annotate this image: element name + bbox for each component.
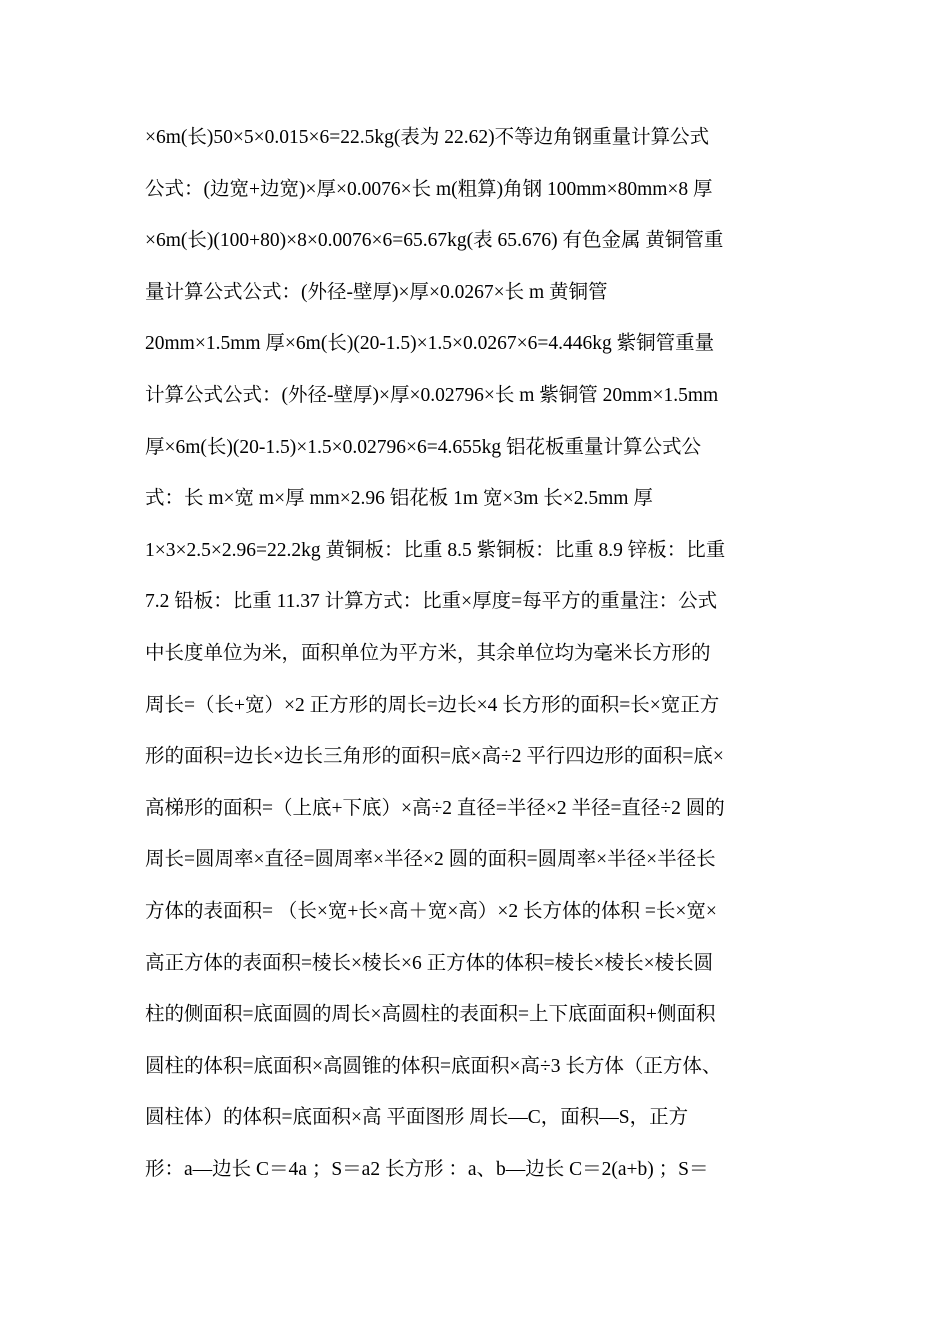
text-line: 7.2 铅板：比重 11.37 计算方式：比重×厚度=每平方的重量注：公式 bbox=[145, 591, 718, 613]
text-line: 高正方体的表面积=棱长×棱长×6 正方体的体积=棱长×棱长×棱长圆 bbox=[145, 952, 714, 974]
text-line: 柱的侧面积=底面圆的周长×高圆柱的表面积=上下底面面积+侧面积 bbox=[145, 1004, 716, 1026]
text-line: 周长=圆周率×直径=圆周率×半径×2 圆的面积=圆周率×半径×半径长 bbox=[145, 849, 716, 871]
text-line: 周长=（长+宽）×2 正方形的周长=边长×4 长方形的面积=长×宽正方 bbox=[145, 694, 720, 716]
text-line: 高梯形的面积=（上底+下底）×高÷2 直径=半径×2 半径=直径÷2 圆的 bbox=[145, 797, 725, 819]
text-line: 形：a—边长 C＝4a ；S＝a2 长方形 ：a、b—边长 C＝2(a+b) ；S＝ bbox=[145, 1158, 709, 1180]
text-line: 中长度单位为米，面积单位为平方米，其余单位均为毫米长方形的 bbox=[145, 642, 711, 664]
text-line: ×6m(长)(100+80)×8×0.0076×6=65.67kg(表 65.676) 有色金属 黄铜管重 bbox=[145, 230, 724, 252]
text-line: 公式：(边宽+边宽)×厚×0.0076×长 m(粗算)角钢 100mm×80mm×8 厚 bbox=[145, 178, 713, 200]
text-line: 圆柱的体积=底面积×高圆锥的体积=底面积×高÷3 长方体（正方体、 bbox=[145, 1055, 722, 1077]
text-line: 形的面积=边长×边长三角形的面积=底×高÷2 平行四边形的面积=底× bbox=[145, 746, 724, 768]
text-line: 厚×6m(长)(20-1.5)×1.5×0.02796×6=4.655kg 铝花板重量计算公式公 bbox=[145, 436, 701, 458]
text-line: 20mm×1.5mm 厚×6m(长)(20-1.5)×1.5×0.0267×6=4.446kg 紫铜管重量 bbox=[145, 333, 715, 355]
text-line: 计算公式公式：(外径-壁厚)×厚×0.02796×长 m 紫铜管 20mm×1.5mm bbox=[145, 384, 719, 406]
text-line: 式：长 m×宽 m×厚 mm×2.96 铝花板 1m 宽×3m 长×2.5mm 厚 bbox=[145, 488, 653, 510]
text-body bbox=[145, 121, 825, 1204]
text-line: ×6m(长)50×5×0.015×6=22.5kg(表为 22.62)不等边角钢重量计算公式 bbox=[145, 127, 710, 148]
text-line: 圆柱体）的体积=底面积×高 平面图形 周长—C，面积—S，正方 bbox=[145, 1107, 689, 1129]
text-line: 量计算公式公式：(外径-壁厚)×厚×0.0267×长 m 黄铜管 bbox=[145, 281, 608, 303]
text-line: 方体的表面积= （长×宽+长×高＋宽×高）×2 长方体的体积 =长×宽× bbox=[145, 900, 717, 922]
text-line: 1×3×2.5×2.96=22.2kg 黄铜板：比重 8.5 紫铜板：比重 8.9 锌板：比重 bbox=[145, 539, 726, 561]
